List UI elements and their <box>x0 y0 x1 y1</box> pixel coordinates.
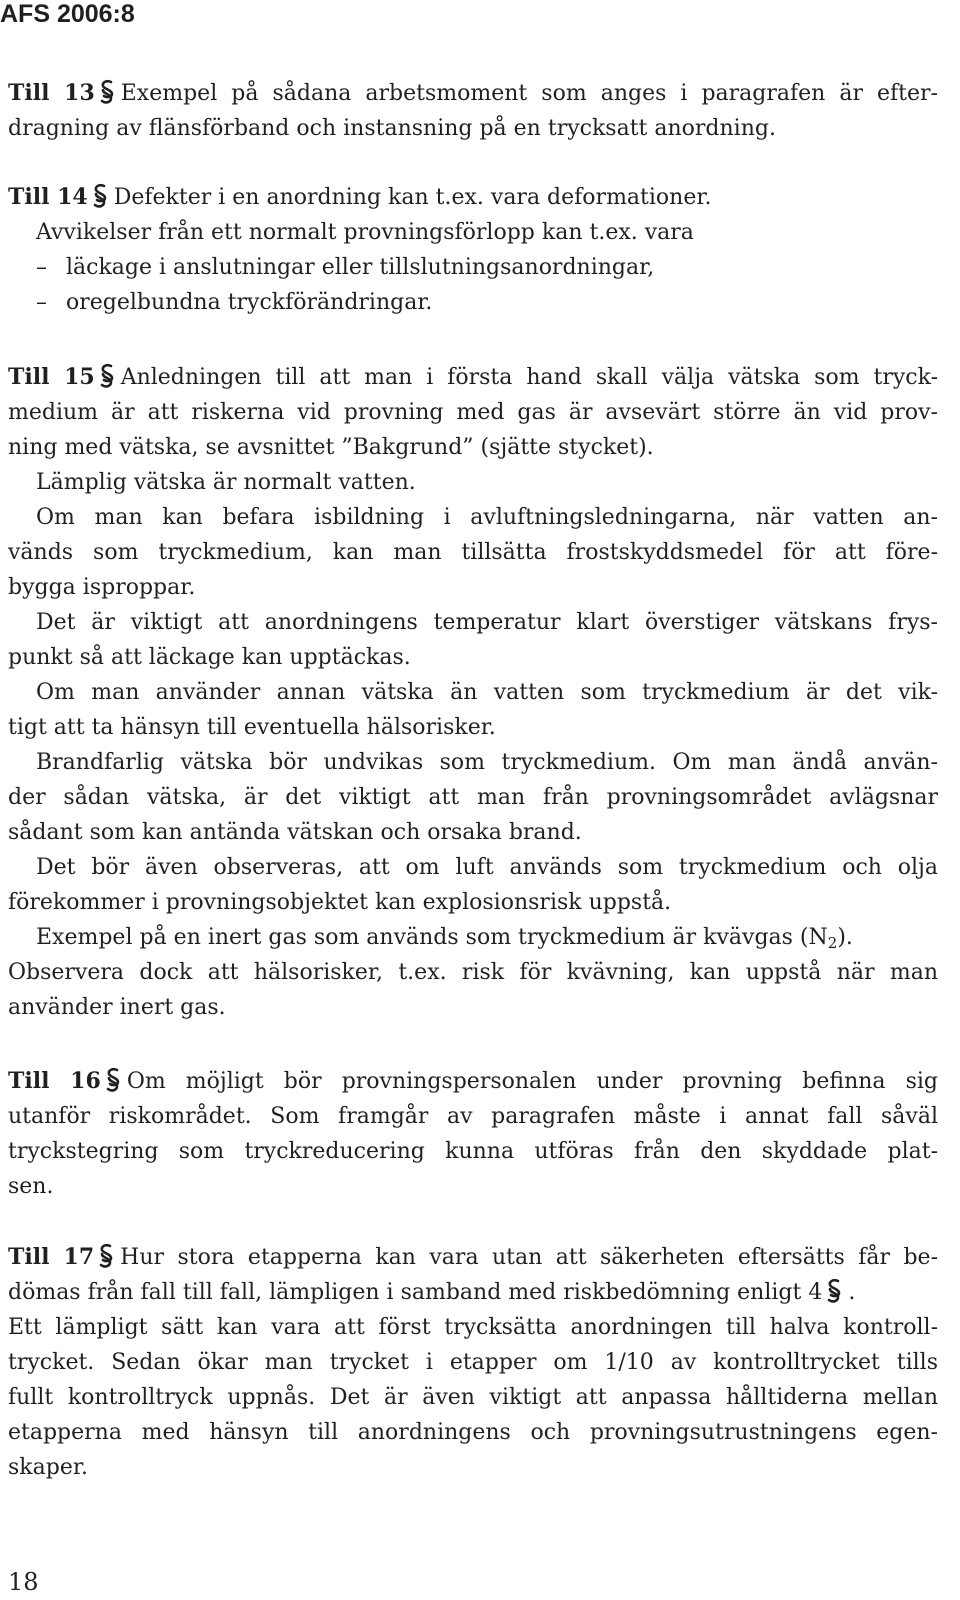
section-text: Exempel på en inert gas som används som tryckmedium är kvävgas (N <box>36 925 828 950</box>
paragraph-sign-icon <box>98 1240 114 1275</box>
section-line: sådant som kan antända vätskan och orsaka brand. <box>8 820 582 845</box>
section-till-14 <box>8 180 938 320</box>
section-line <box>8 1064 938 1099</box>
document-header: AFS 2006:8 <box>0 0 135 28</box>
section-line <box>8 180 938 215</box>
section-line: skaper. <box>8 1455 88 1480</box>
section-line <box>8 1275 938 1310</box>
section-text: Om möjligt bör provningspersonalen under provning befinna sig <box>126 1069 939 1094</box>
section-label: Till 15 <box>8 364 95 390</box>
section-till-13 <box>8 76 938 146</box>
subscript-text: 2 <box>827 934 838 952</box>
dash-list-item <box>8 285 938 320</box>
section-line: tigt att ta hänsyn till eventuella hälsorisker. <box>8 715 496 740</box>
dash-bullet: – <box>36 255 47 280</box>
section-line: medium är att riskerna vid provning med gas är avsevärt större än vid prov- <box>8 400 938 425</box>
page-number: 18 <box>8 1568 39 1596</box>
section-text: Defekter i en anordning kan t.ex. vara deformationer. <box>113 185 712 210</box>
section-line: fullt kontrolltryck uppnås. Det är även viktigt att anpassa hålltiderna mellan <box>8 1385 938 1410</box>
section-line: Avvikelser från ett normalt provningsförlopp kan t.ex. vara <box>36 220 694 245</box>
section-line: Brandfarlig vätska bör undvikas som tryckmedium. Om man ändå använ- <box>36 750 938 775</box>
section-label: Till 14 <box>8 184 88 210</box>
section-line: sen. <box>8 1174 54 1199</box>
section-line: punkt så att läckage kan upptäckas. <box>8 645 411 670</box>
section-line <box>8 360 938 395</box>
dash-bullet: – <box>36 290 47 315</box>
section-text: Exempel på sådana arbetsmoment som anges i paragrafen är efter- <box>120 81 938 106</box>
paragraph-sign-icon <box>105 1064 121 1099</box>
section-line: bygga isproppar. <box>8 575 196 600</box>
section-line: vänds som tryckmedium, kan man tillsätta frostskyddsmedel för att före- <box>8 540 938 565</box>
section-line: Om man använder annan vätska än vatten som tryckmedium är det vik- <box>36 680 938 705</box>
section-till-17 <box>8 1240 938 1485</box>
section-text: Anledningen till att man i första hand skall välja vätska som tryck- <box>120 365 939 390</box>
section-line: Lämplig vätska är normalt vatten. <box>36 470 416 495</box>
section-label: Till 13 <box>8 80 95 106</box>
section-line: förekommer i provningsobjektet kan explosionsrisk uppstå. <box>8 890 672 915</box>
paragraph-sign-icon <box>99 360 115 395</box>
section-line: Ett lämpligt sätt kan vara att först trycksätta anordningen till halva kontroll- <box>8 1315 938 1340</box>
section-text: ). <box>837 925 853 950</box>
section-line <box>8 1240 938 1275</box>
section-label: Till 16 <box>8 1068 101 1094</box>
dash-list-item <box>8 250 938 285</box>
paragraph-sign-icon <box>92 180 108 215</box>
section-line: dragning av flänsförband och instansning på en trycksatt anordning. <box>8 116 776 141</box>
section-line: tryckstegring som tryckreducering kunna utföras från den skyddade plat- <box>8 1139 938 1164</box>
section-line <box>8 76 938 111</box>
section-line <box>8 920 938 955</box>
list-item-text: läckage i anslutningar eller tillslutningsanordningar, <box>66 255 655 280</box>
section-label: Till 17 <box>8 1244 95 1270</box>
paragraph-sign-icon <box>826 1275 842 1310</box>
section-line: etapperna med hänsyn till anordningens och provningsutrustningens egen- <box>8 1420 938 1445</box>
section-line: trycket. Sedan ökar man trycket i etapper om 1/10 av kontrolltrycket tills <box>8 1350 938 1375</box>
section-line: utanför riskområdet. Som framgår av paragrafen måste i annat fall såväl <box>8 1104 938 1129</box>
section-line: Observera dock att hälsorisker, t.ex. risk för kvävning, kan uppstå när man <box>8 960 938 985</box>
section-line: Det bör även observeras, att om luft används som tryckmedium och olja <box>36 855 938 880</box>
section-line: der sådan vätska, är det viktigt att man från provningsområdet avlägsnar <box>8 785 938 810</box>
section-text: dömas från fall till fall, lämpligen i samband med riskbedömning enligt 4 <box>8 1280 823 1305</box>
section-line: Om man kan befara isbildning i avluftningsledningarna, när vatten an- <box>36 505 938 530</box>
section-text: Hur stora etapperna kan vara utan att säkerheten eftersätts får be- <box>120 1245 938 1270</box>
paragraph-sign-icon <box>99 76 115 111</box>
list-item-text: oregelbundna tryckförändringar. <box>66 290 433 315</box>
section-text: . <box>848 1280 856 1305</box>
section-line: Det är viktigt att anordningens temperatur klart överstiger vätskans frys- <box>36 610 938 635</box>
section-till-15 <box>8 360 938 1025</box>
section-till-16 <box>8 1064 938 1204</box>
section-line: ning med vätska, se avsnittet ”Bakgrund” (sjätte stycket). <box>8 435 654 460</box>
section-line: använder inert gas. <box>8 995 226 1020</box>
